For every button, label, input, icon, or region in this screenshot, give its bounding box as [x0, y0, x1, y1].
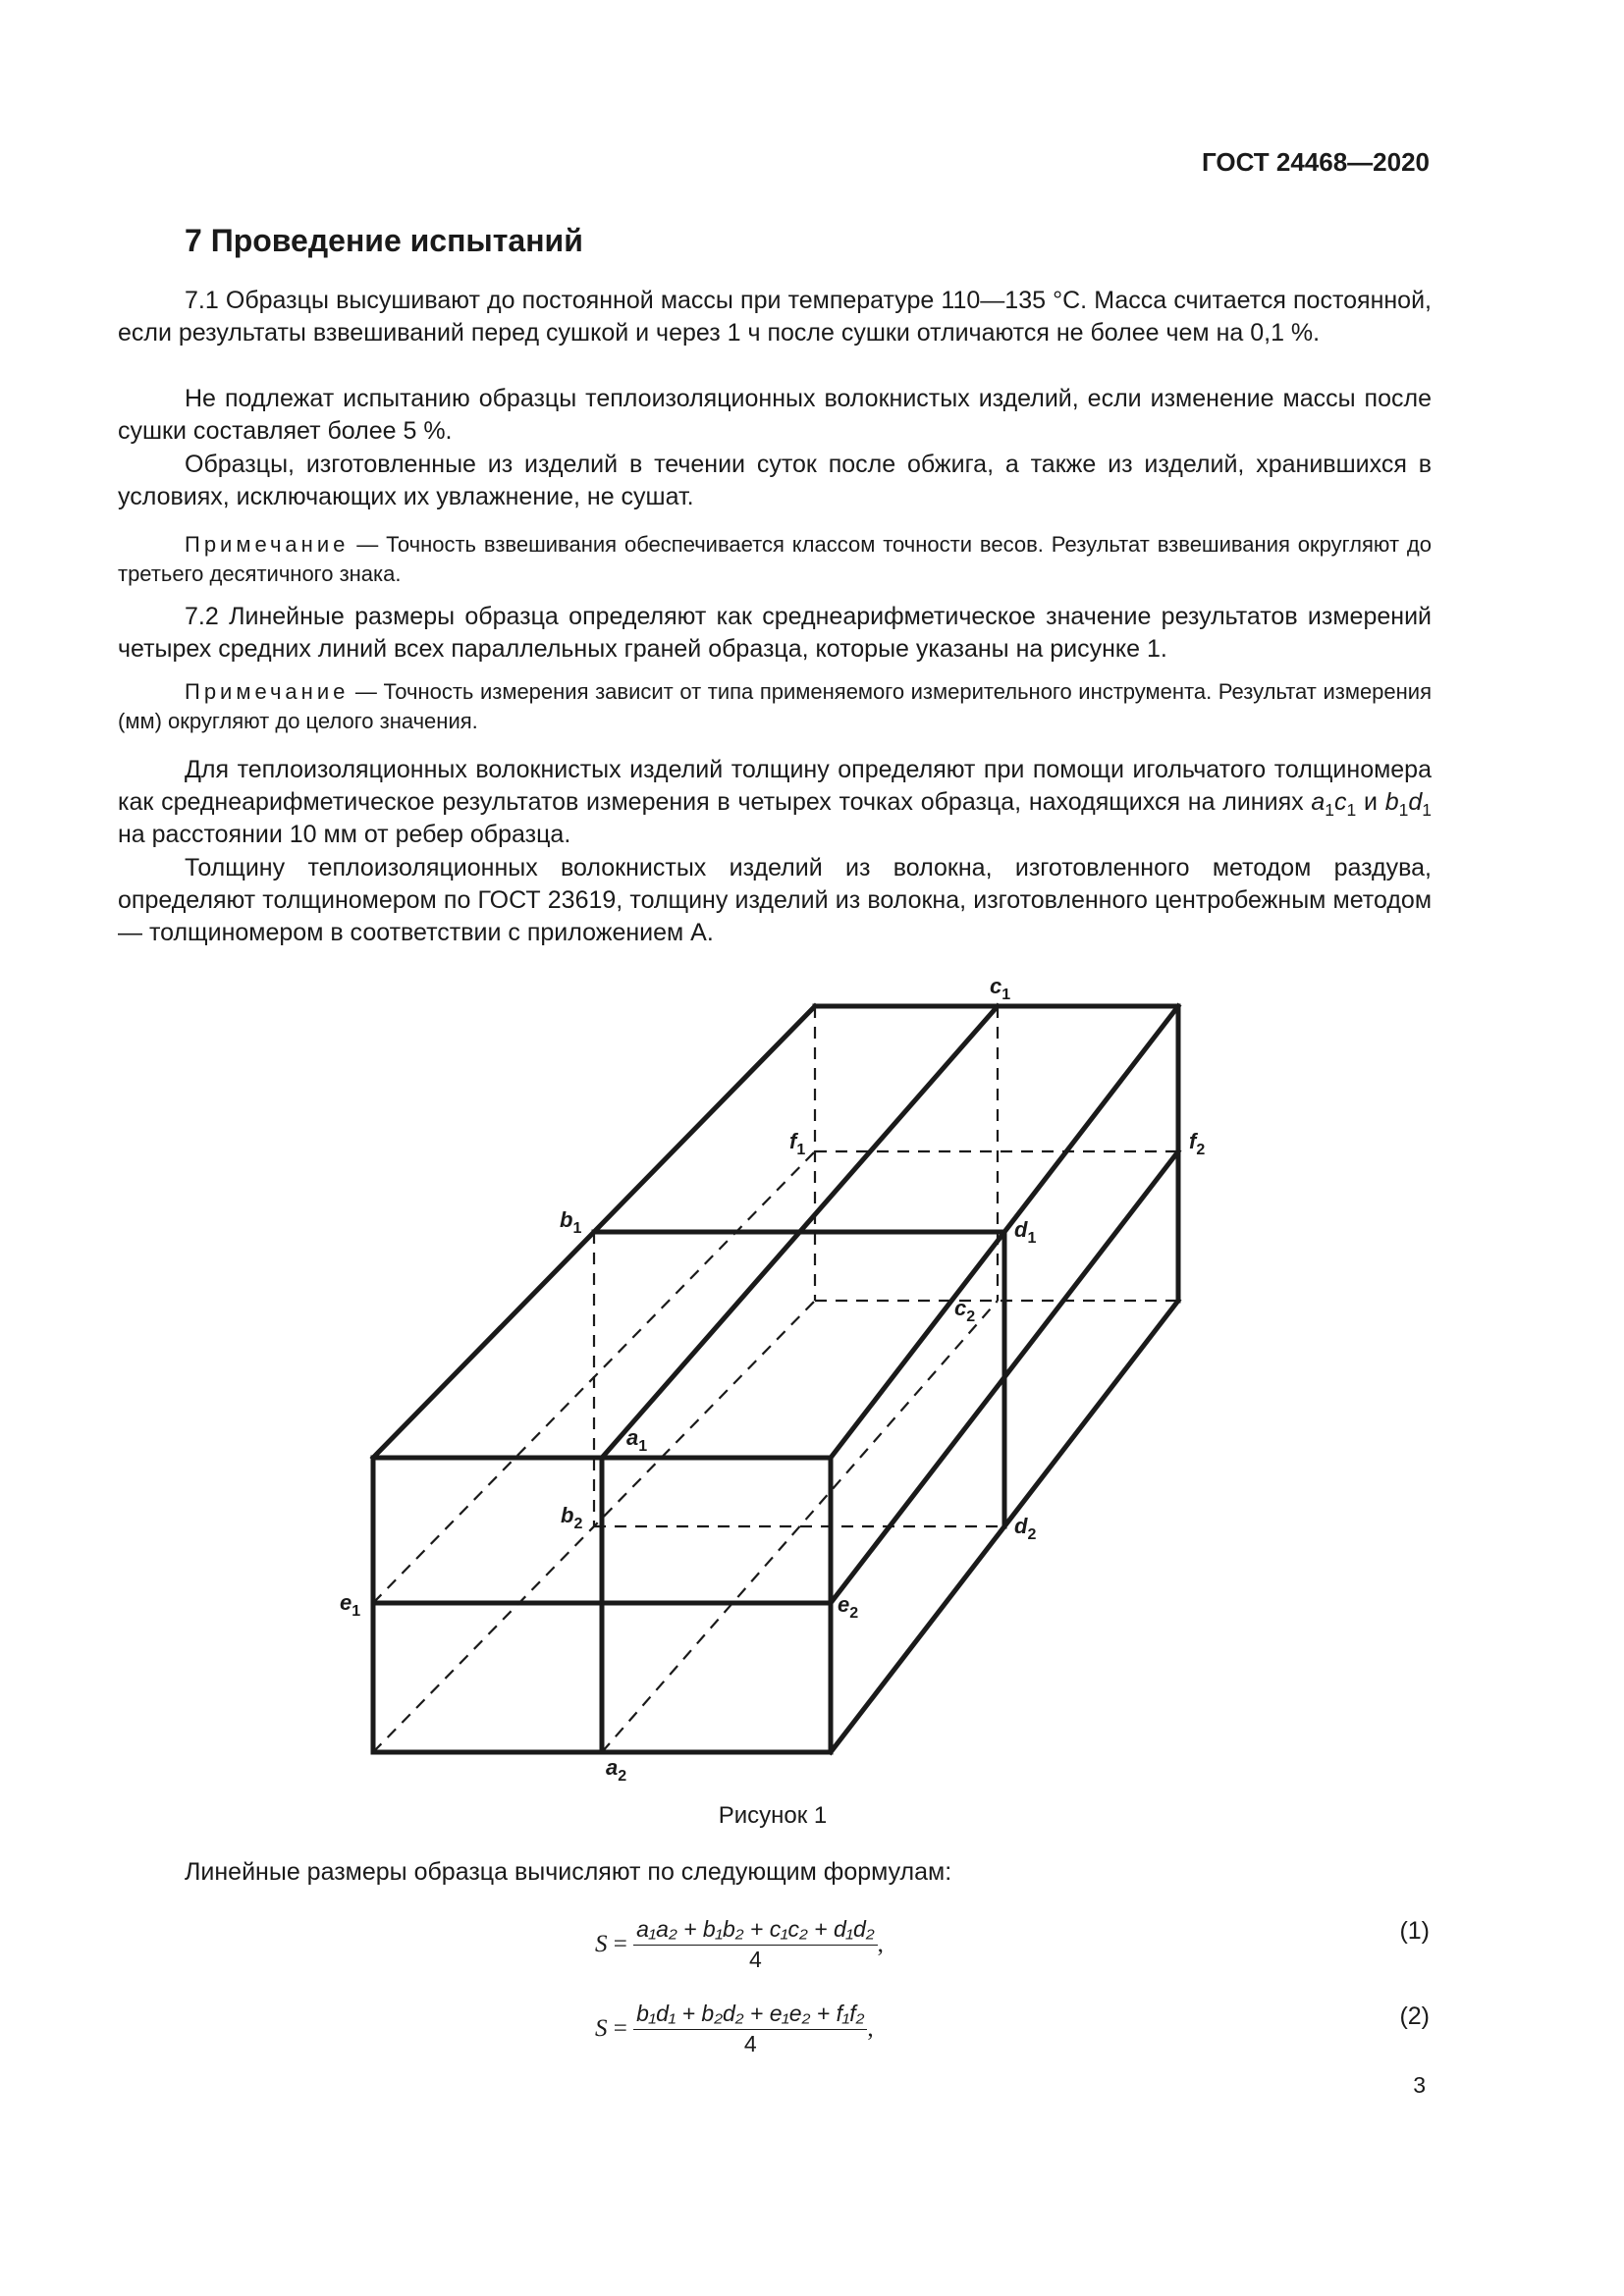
var-b: b — [1384, 788, 1399, 816]
note-text: — Точность измерения зависит от типа применяемого измерительного инструмента. Результат измерения (мм) округляют до целого значения. — [118, 679, 1432, 733]
note-weighing — [118, 530, 1432, 589]
label-b2: $b_2$ — [561, 1503, 583, 1532]
formula-fraction — [633, 2001, 867, 2057]
label-c1: $c_1$ — [990, 974, 1011, 1003]
note-label: Примечание — [185, 679, 350, 704]
paragraph-thickness-methods: Толщину теплоизоляционных волокнистых изделий из волокна, изготовленного методом раздува, определяют толщиномером по ГОСТ 23619, толщину изделий из волокна, изготовленного центробежным методом — толщиномером в соответствии с приложением А. — [118, 854, 1432, 946]
formula-denominator: 4 — [743, 2031, 757, 2056]
text-fragment: Для теплоизоляционных волокнистых изделий толщину определяют при помощи игольчатого толщиномера как среднеарифметическое результатов измерения в четырех точках образца, находящихся на линиях — [118, 756, 1432, 816]
equation-number-1: (1) — [1399, 1917, 1430, 1945]
paragraph-7-1: 7.1 Образцы высушивают до постоянной массы при температуре 110—135 °C. Масса считается постоянной, если результаты взвешиваний перед сушкой и через 1 ч после сушки отличаются не более чем на 0,1 %. — [118, 287, 1432, 347]
formulas-lead-text: Линейные размеры образца вычисляют по следующим формулам: — [185, 1858, 952, 1886]
paragraph-not-dried: Образцы, изготовленные из изделий в течении суток после обжига, а также из изделий, хранившихся в условиях, исключающих их увлажнение, не сушат. — [118, 451, 1432, 510]
figure-caption: Рисунок 1 — [718, 1802, 828, 1829]
note-measurement — [118, 677, 1432, 736]
formula-fraction — [633, 1916, 878, 1973]
paragraph-7-2: 7.2 Линейные размеры образца определяют как среднеарифметическое значение результатов измерений четырех средних линий всех параллельных граней образца, которые указаны на рисунке 1. — [118, 603, 1432, 663]
page-number: 3 — [1413, 2072, 1426, 2098]
label-e1: $e_1$ — [340, 1590, 361, 1620]
label-c2: $c_2$ — [954, 1296, 976, 1325]
formula-2 — [595, 2001, 874, 2057]
equation-number-2: (2) — [1399, 2002, 1430, 2030]
text-fragment: на расстоянии 10 мм от ребер образца. — [118, 821, 571, 848]
paragraph-thickness-needle — [118, 754, 1432, 851]
formula-denominator: 4 — [748, 1947, 762, 1972]
var-sub: 1 — [1325, 800, 1334, 821]
section-title: 7 Проведение испытаний — [185, 223, 583, 258]
var-sub: 1 — [1422, 800, 1432, 821]
formula-1 — [595, 1916, 884, 1973]
formula-lhs: S — [595, 2015, 608, 2042]
label-e2: $e_2$ — [838, 1592, 859, 1622]
note-label: Примечание — [185, 532, 350, 557]
document-code-header: ГОСТ 24468—2020 — [1202, 147, 1430, 177]
formula-equals: = — [607, 1931, 634, 1957]
var-d: d — [1408, 788, 1423, 816]
note-text: — Точность взвешивания обеспечивается классом точности весов. Результат взвешивания округляют до третьего десятичного знака. — [118, 532, 1432, 586]
label-a2: $a_2$ — [606, 1755, 627, 1785]
formula-tail: , — [877, 1931, 884, 1957]
var-sub: 1 — [1398, 800, 1409, 821]
var-a: a — [1311, 788, 1326, 816]
label-d2: $d_2$ — [1014, 1514, 1037, 1543]
text-fragment: и — [1356, 788, 1385, 816]
figure-1-box-diagram — [314, 967, 1218, 1791]
formula-lhs: S — [595, 1931, 608, 1957]
formula-tail: , — [867, 2015, 874, 2042]
label-b1: $b_1$ — [560, 1207, 582, 1237]
label-f1: $f_1$ — [789, 1129, 806, 1158]
label-d1: $d_1$ — [1014, 1217, 1037, 1247]
label-f2: $f_2$ — [1189, 1129, 1206, 1158]
var-sub: 1 — [1346, 800, 1357, 821]
paragraph-mass-change: Не подлежат испытанию образцы теплоизоляционных волокнистых изделий, если изменение массы после сушки составляет более 5 %. — [118, 385, 1432, 445]
formula-numerator: a₁a₂ + b₁b₂ + c₁c₂ + d₁d₂ — [633, 1916, 878, 1946]
formula-numerator: b₁d₁ + b₂d₂ + e₁e₂ + f₁f₂ — [633, 2001, 867, 2030]
label-a1: $a_1$ — [626, 1425, 648, 1455]
var-c: c — [1334, 788, 1347, 816]
formula-equals: = — [607, 2015, 634, 2042]
